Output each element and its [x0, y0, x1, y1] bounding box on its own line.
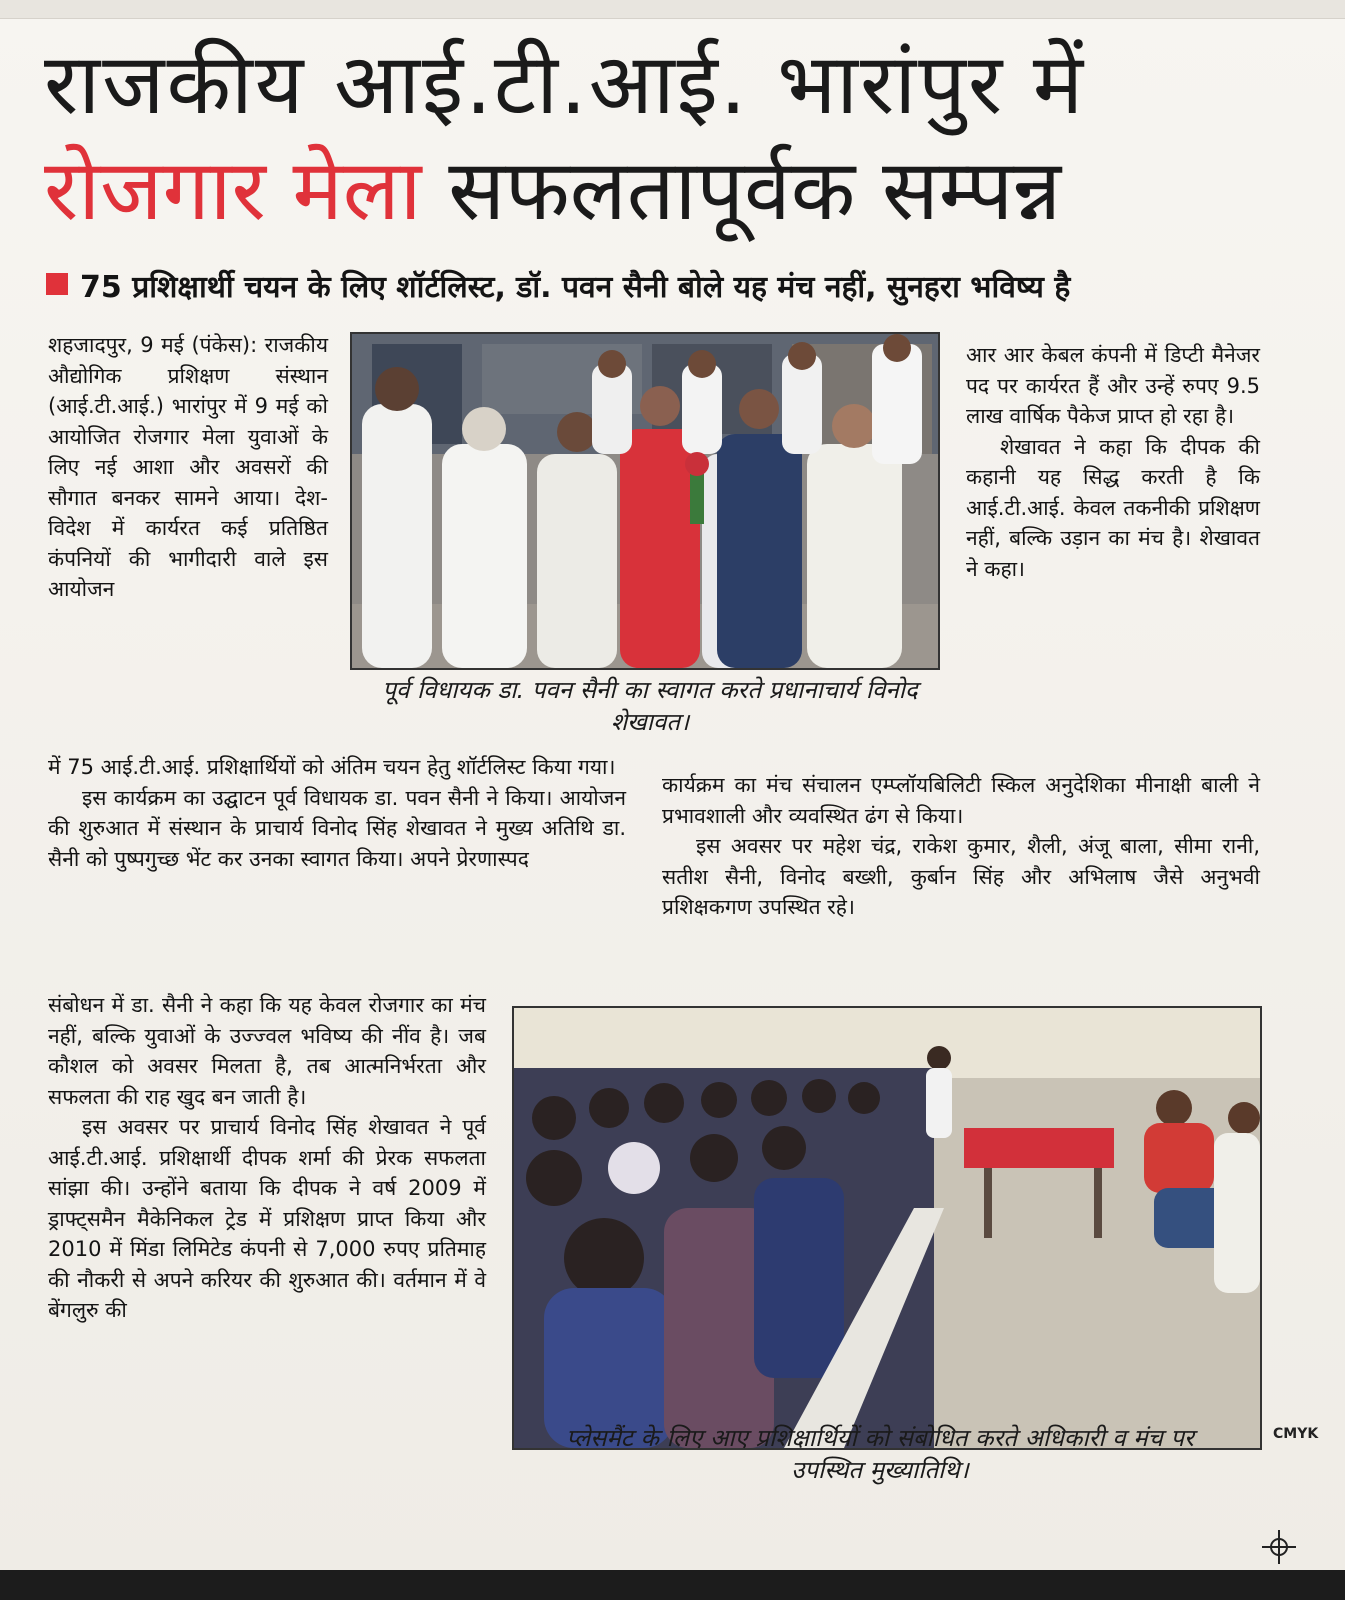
headline-rest: सफलतापूर्वक सम्पन्न — [448, 141, 1062, 239]
photo-classroom-caption: प्लेसमैंट के लिए आए प्रशिक्षार्थियों को संबोधित करते अधिकारी व मंच पर उपस्थित मुख्यातिथि। — [566, 1424, 1194, 1484]
success-story-paragraph: इस अवसर पर प्राचार्य विनोद सिंह शेखावत ने पूर्व आई.टी.आई. प्रशिक्षार्थी दीपक शर्मा की प्रेरक सफलता सांझा की। उन्होंने बताया कि दीपक ने वर्ष 2009 में ड्राफ्ट्समैन मैकेनिकल ट्रेड में प्रशिक्षण प्राप्त किया और 2010 में मिंडा लिमिटेड कंपनी से 7,000 रुपए प्रतिमाह की नौकरी से अपने करियर की शुरुआत की। वर्तमान में वे बेंगलुरु की — [48, 1115, 486, 1322]
article-column-2 — [662, 770, 1260, 923]
headline-line-1: राजकीय आई.टी.आई. भारांपुर में — [44, 35, 1086, 133]
trainers-paragraph: इस अवसर पर महेश चंद्र, राकेश कुमार, शैली, अंजू बाला, सीमा रानी, सतीश सैनी, विनोद बख्शी, कुर्बान सिंह और अभिलाष जैसे अनुभवी प्रशिक्षकगण उपस्थित रहे। — [662, 834, 1260, 919]
registration-mark-icon — [1262, 1530, 1296, 1564]
dateline-paragraph: शहजादपुर, 9 मई (पंकेस): राजकीय औद्योगिक प्रशिक्षण संस्थान (आई.टी.आई.) भारांपुर में 9 मई को आयोजित रोजगार मेला युवाओं के लिए नई आशा और अवसरों की सौगात बनकर सामने आया। देश-विदेश में कार्यरत कई प्रतिष्ठित कंपनियों की भागीदारी वाले इस आयोजन — [48, 333, 328, 601]
photo-classroom-address — [512, 1006, 1262, 1450]
article-column-1-top — [48, 330, 328, 605]
article-column-1-middle — [48, 752, 626, 874]
bottom-edge-strip — [0, 1570, 1345, 1600]
article-column-3 — [966, 340, 1260, 584]
article-column-1-bottom — [48, 990, 486, 1326]
inauguration-continuation: संबोधन में डा. सैनी ने कहा कि यह केवल रोजगार का मंच नहीं, बल्कि युवाओं के उज्ज्वल भविष्य की नींव है। जब कौशल को अवसर मिलता है, तब आत्मनिर्भरता और सफलता की राह खुद बन जाती है। — [48, 993, 486, 1109]
photo-welcome-caption: पूर्व विधायक डा. पवन सैनी का स्वागत करते प्रधानाचार्य विनोद शेखावत। — [382, 676, 918, 736]
bullet-square-icon — [46, 273, 68, 295]
group-photo-illustration — [352, 334, 938, 668]
dateline-continuation: में 75 आई.टी.आई. प्रशिक्षार्थियों को अंतिम चयन हेतु शॉर्टलिस्ट किया गया। — [48, 755, 616, 779]
shekhawat-quote-paragraph: शेखावत ने कहा कि दीपक की कहानी यह सिद्ध करती है कि आई.टी.आई. केवल तकनीकी प्रशिक्षण नहीं, बल्कि उड़ान का मंच है। शेखावत ने कहा। — [966, 434, 1260, 581]
package-paragraph: आर आर केबल कंपनी में डिप्टी मैनेजर पद पर कार्यरत हैं और उन्हें रुपए 9.5 लाख वार्षिक पैकेज प्राप्त हो रहा है। — [966, 343, 1260, 428]
cmyk-print-mark: CMYK — [1273, 1426, 1319, 1442]
photo-welcome-ceremony — [350, 332, 940, 670]
top-edge-strip — [0, 0, 1345, 19]
headline-highlight: रोजगार मेला — [44, 141, 422, 239]
inauguration-paragraph: इस कार्यक्रम का उद्घाटन पूर्व विधायक डा. पवन सैनी ने किया। आयोजन की शुरुआत में संस्थान के प्राचार्य विनोद सिंह शेखावत ने मुख्य अतिथि डा. सैनी को पुष्पगुच्छ भेंट कर उनका स्वागत किया। अपने प्रेरणास्पद — [48, 785, 626, 871]
subheadline-text: 75 प्रशिक्षार्थी चयन के लिए शॉर्टलिस्ट, डॉ. पवन सैनी बोले यह मंच नहीं, सुनहरा भविष्य है — [80, 270, 1071, 305]
classroom-photo-illustration — [514, 1008, 1260, 1448]
headline-line-2 — [44, 140, 1284, 240]
anchoring-paragraph: कार्यक्रम का मंच संचालन एम्प्लॉयबिलिटी स्किल अनुदेशिका मीनाक्षी बाली ने प्रभावशाली और व्यवस्थित ढंग से किया। — [662, 773, 1260, 828]
subheadline — [46, 268, 1286, 308]
